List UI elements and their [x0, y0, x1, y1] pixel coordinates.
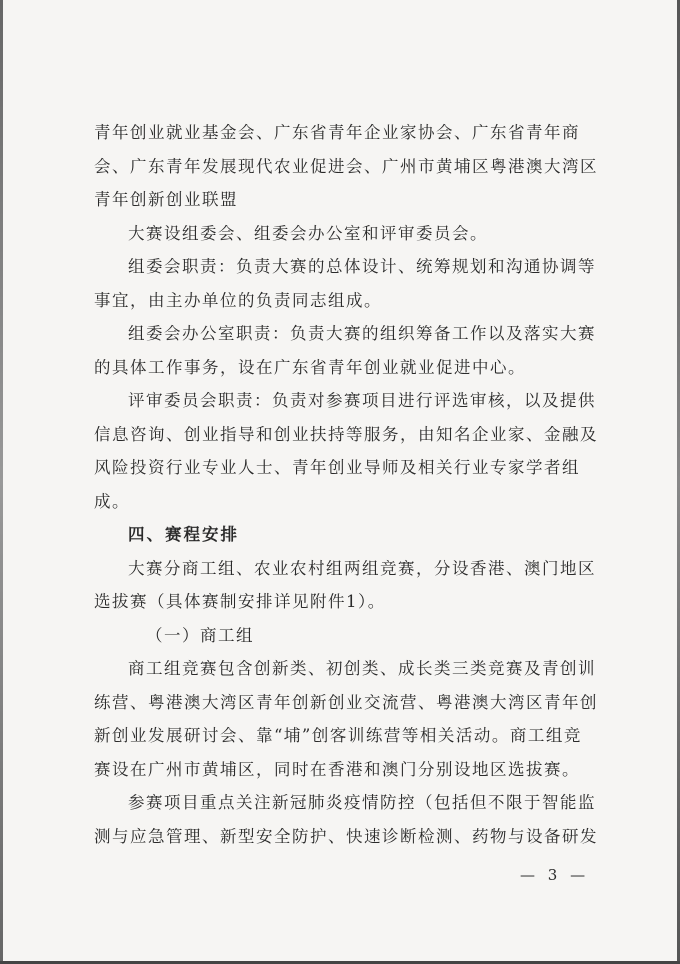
text-line: 赛设在广州市黄埔区，同时在香港和澳门分别设地区选拔赛。 [94, 759, 580, 779]
text-line: 青年创新创业联盟 [94, 190, 238, 209]
text-line: 评审委员会职责：负责对参赛项目进行评选审核，以及提供 [128, 391, 596, 410]
text-line: 青年创业就业基金会、广东省青年企业家协会、广东省青年商 [94, 123, 580, 142]
body-text [94, 116, 604, 853]
text-line: 组委会职责：负责大赛的总体设计、统筹规划和沟通协调等 [128, 257, 596, 276]
text-line: 风险投资行业专业人士、青年创业导师及相关行业专家学者组 [94, 458, 580, 477]
text-line: 练营、粤港澳大湾区青年创新创业交流营、粤港澳大湾区青年创 [94, 692, 598, 712]
text-line: 商工组竞赛包含创新类、初创类、成长类三类竞赛及青创训 [128, 659, 596, 678]
text-line: 选拔赛（具体赛制安排详见附件1）。 [94, 592, 386, 611]
text-line: 大赛设组委会、组委会办公室和评审委员会。 [128, 223, 488, 243]
text-line: 测与应急管理、新型安全防护、快速诊断检测、药物与设备研发 [94, 826, 598, 846]
text-line: 新创业发展研讨会、靠“埔”创客训练营等相关活动。商工组竞 [94, 726, 582, 745]
text-line: 信息咨询、创业指导和创业扶持等服务，由知名企业家、金融及 [94, 424, 598, 444]
scan-edge-left [0, 0, 3, 964]
text-line: 事宜，由主办单位的负责同志组成。 [94, 290, 382, 310]
text-line: 组委会办公室职责：负责大赛的组织筹备工作以及落实大赛 [128, 324, 596, 343]
section-heading: 四、赛程安排 [128, 525, 239, 544]
subsection-heading: （一）商工组 [146, 625, 254, 645]
text-line: 大赛分商工组、农业农村组两组竞赛，分设香港、澳门地区 [128, 558, 596, 578]
text-line: 参赛项目重点关注新冠肺炎疫情防控（包括但不限于智能监 [128, 793, 596, 812]
text-line: 会、广东青年发展现代农业促进会、广州市黄埔区粤港澳大湾区 [94, 156, 598, 176]
text-line: 的具体工作事务，设在广东省青年创业就业促进中心。 [94, 357, 526, 377]
text-line: 成。 [94, 491, 130, 511]
page-number: — 3 — [520, 866, 590, 884]
